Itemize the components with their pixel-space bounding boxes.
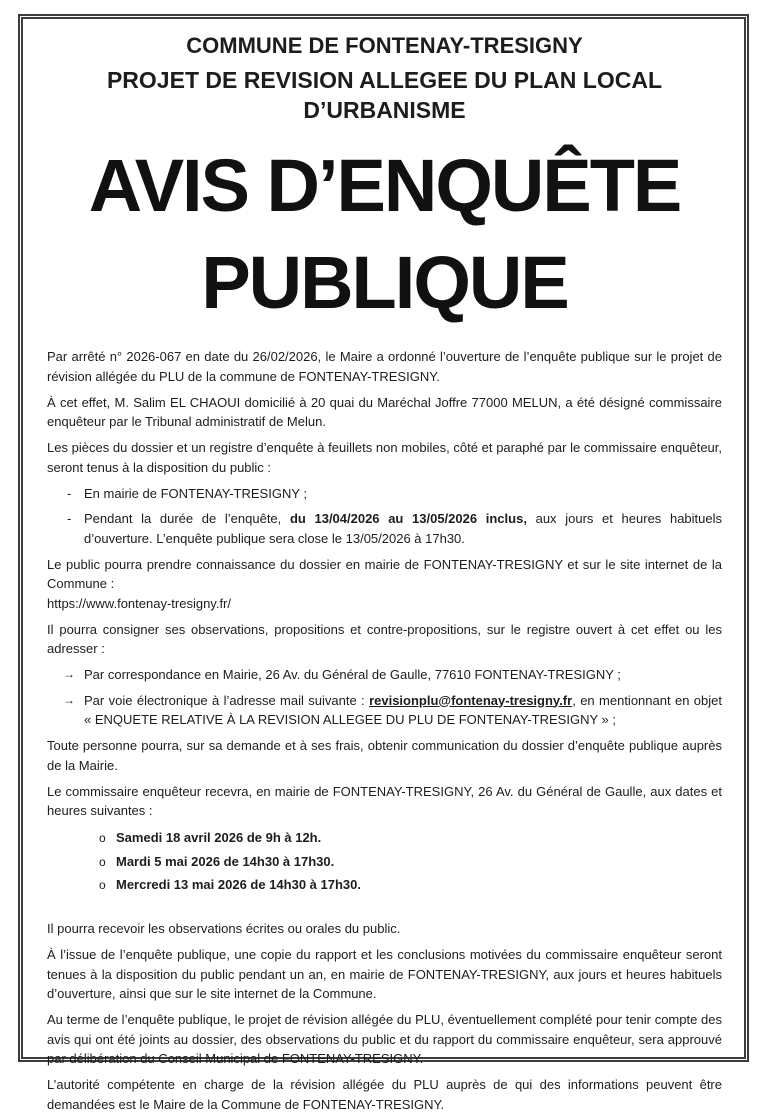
paragraph-observations-registre: Il pourra consigner ses observations, propositions et contre-propositions, sur le registre ouvert à cet effet ou les adresser : bbox=[47, 621, 722, 656]
schedule-list bbox=[47, 827, 722, 895]
main-title-line2: PUBLIQUE bbox=[201, 241, 568, 324]
paragraph-rapport-conclusions: À l’issue de l’enquête publique, une copie du rapport et les conclusions motivées du commissaire enquêteur seront tenues à la disposition du public pendant un an, en mairie de FONTENAY-TRESIGNY, aux jours et heures habituels d’ouverture, ainsi que sur le site internet de la Commune. bbox=[47, 947, 722, 1001]
schedule-item-2 bbox=[47, 851, 722, 872]
list-item-text: Par voie électronique à l’adresse mail suivante : bbox=[84, 692, 370, 708]
commune-header-line: COMMUNE DE FONTENAY-TRESIGNY bbox=[186, 33, 583, 58]
list-item-text: aux jours et heures habituels d’ouverture. L’enquête publique sera close le 13/05/2026 à 17h30. bbox=[84, 511, 722, 546]
project-header-line: PROJET DE REVISION ALLEGEE DU PLAN LOCAL D’URBANISME bbox=[106, 67, 663, 123]
list-item-mairie bbox=[47, 484, 722, 504]
schedule-item-text: Mercredi 13 mai 2026 de 14h30 à 17h30. bbox=[116, 877, 361, 892]
paragraph-dossier-disposition: Les pièces du dossier et un registre d’enquête à feuillets non mobiles, côté et paraphé par le commissaire enquêteur, seront tenus à la disposition du public : bbox=[47, 440, 722, 475]
paragraph-communication-dossier: Toute personne pourra, sur sa demande et à ses frais, obtenir communication du dossier d’enquête publique auprès de la Mairie. bbox=[47, 738, 722, 773]
paragraph-site-internet bbox=[47, 555, 722, 614]
paragraph-site-text: Le public pourra prendre connaissance du dossier en mairie de FONTENAY-TRESIGNY et sur le site internet de la Commune : bbox=[47, 556, 722, 591]
paragraph-permanences-intro: Le commissaire enquêteur recevra, en mairie de FONTENAY-TRESIGNY, 26 Av. du Général de Gaulle, aux dates et heures suivantes : bbox=[47, 783, 722, 818]
notice-content bbox=[23, 19, 744, 1114]
schedule-item-text: Mardi 5 mai 2026 de 14h30 à 17h30. bbox=[116, 853, 335, 869]
list-item-correspondance bbox=[47, 665, 722, 685]
commune-website-url: https://www.fontenay-tresigny.fr/ bbox=[47, 595, 231, 611]
circle-bullet-icon: o bbox=[99, 854, 106, 869]
paragraph-approbation: Au terme de l’enquête publique, le projet de révision allégée du PLU, éventuellement complété pour tenir compte des avis qui ont été joints au dossier, des observations du public et du rapport du commissaire enquêteur, sera approuvé par délibération du Conseil Municipal de FONTENAY-TRESIGNY. bbox=[47, 1012, 722, 1066]
circle-bullet-icon: o bbox=[99, 831, 106, 845]
arrow-bullet-icon: → bbox=[63, 692, 75, 707]
list-item-text: , en mentionnant en objet « ENQUETE RELATIVE À LA REVISION ALLEGEE DU PLU DE FONTENAY-TRESIGNY » ; bbox=[84, 692, 722, 727]
enquete-dates-bold: du 13/04/2026 au 13/05/2026 inclus, bbox=[289, 511, 527, 526]
page-border-frame bbox=[18, 14, 749, 1112]
circle-bullet-icon: o bbox=[99, 878, 106, 892]
paragraph-arrete: Par arrêté n° 2026-067 en date du 26/02/2026, le Maire a ordonné l’ouverture de l’enquête publique sur le projet de révision allégée du PLU de la commune de FONTENAY-TRESIGNY. bbox=[47, 349, 722, 384]
list-item-text: En mairie de FONTENAY-TRESIGNY ; bbox=[84, 485, 307, 501]
arrow-list bbox=[47, 665, 722, 730]
dash-bullet-icon: - bbox=[67, 511, 72, 526]
list-item-voie-electronique bbox=[47, 691, 722, 730]
main-title-line1: AVIS D’ENQUÊTE bbox=[88, 144, 681, 227]
paragraph-commissaire-designation: À cet effet, M. Salim EL CHAOUI domicilié à 20 quai du Maréchal Joffre 77000 MELUN, a été désigné commissaire enquêteur par le Tribunal administratif de Melun. bbox=[47, 394, 722, 429]
schedule-item-text: Samedi 18 avril 2026 de 9h à 12h. bbox=[116, 830, 322, 845]
dash-list bbox=[47, 484, 722, 549]
main-title bbox=[47, 137, 722, 331]
revision-plu-email: revisionplu@fontenay-tresigny.fr bbox=[369, 692, 573, 708]
list-item-text: Pendant la durée de l’enquête, bbox=[84, 511, 290, 526]
paragraph-observations-orales: Il pourra recevoir les observations écrites ou orales du public. bbox=[47, 921, 401, 936]
paragraph-autorite-competente: L’autorité compétente en charge de la révision allégée du PLU auprès de qui des informations peuvent être demandées est le Maire de la Commune de FONTENAY-TRESIGNY. bbox=[47, 1077, 722, 1112]
dash-bullet-icon: - bbox=[67, 485, 72, 501]
list-item-text: Par correspondance en Mairie, 26 Av. du Général de Gaulle, 77610 FONTENAY-TRESIGNY ; bbox=[84, 667, 621, 682]
schedule-item-3 bbox=[47, 874, 722, 895]
schedule-item-1 bbox=[47, 827, 722, 848]
list-item-duree-enquete bbox=[47, 509, 722, 548]
arrow-bullet-icon: → bbox=[63, 667, 75, 681]
